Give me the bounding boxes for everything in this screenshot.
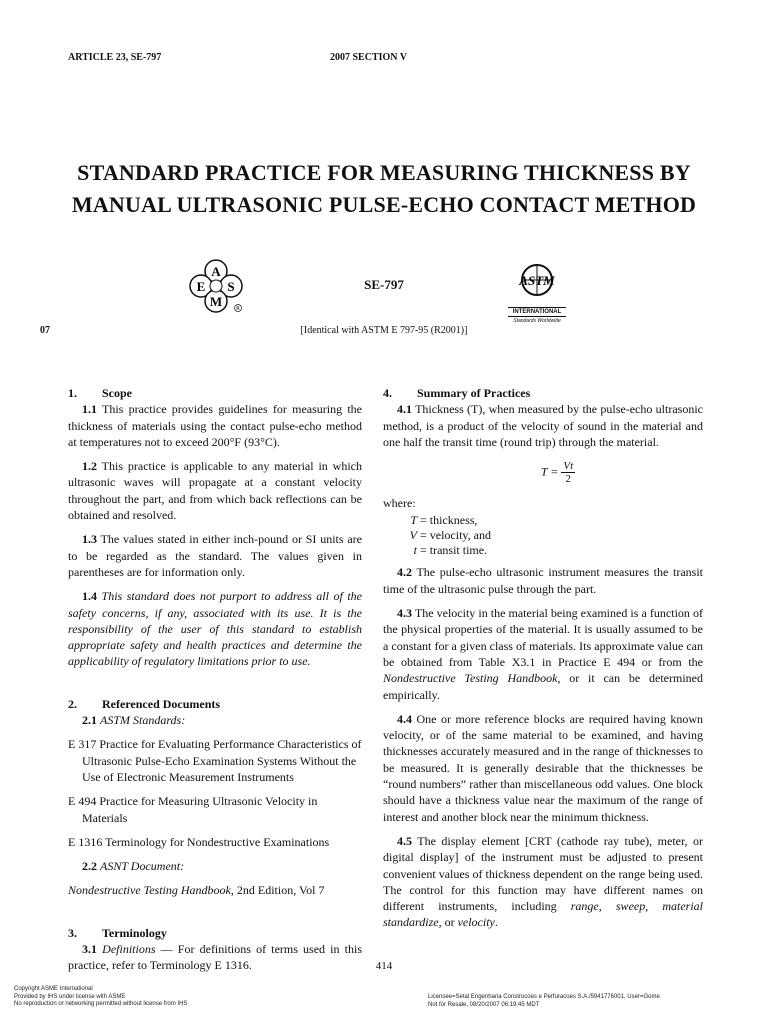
formula-numerator: Vt bbox=[563, 460, 574, 473]
svg-text:ASTM: ASTM bbox=[519, 273, 555, 288]
svg-text:R: R bbox=[236, 306, 240, 312]
section-2-heading: 2. Referenced Documents bbox=[68, 696, 221, 711]
variable-def-velocity: V = velocity, and bbox=[409, 528, 491, 543]
section-4-heading: 4. Summary of Practices bbox=[383, 386, 531, 400]
variable-definitions bbox=[403, 513, 703, 558]
asme-letter-a: A bbox=[211, 264, 221, 279]
astm-logo bbox=[508, 258, 566, 322]
formula-denominator: 2 bbox=[565, 473, 572, 486]
right-column bbox=[383, 385, 703, 931]
designation: SE-797 bbox=[364, 277, 404, 292]
para-4-4: 4.4 One or more reference blocks are required having known velocity, or of the same material to be examined, and having thicknesses accurately measured and in the range of thicknesses to be measured. It is generally desirable that the thicknesses be “round numbers” rather than miscellaneous odd values. One block should have a thickness value near the maximum of the range of interest and another block near the minimum thickness. bbox=[383, 711, 704, 824]
para-3-1: 3.1 Definitions — For definitions of terms used in this practice, refer to Terminology E 1316. bbox=[68, 942, 363, 973]
para-2-2: 2.2 ASNT Document: bbox=[82, 859, 185, 874]
thickness-formula bbox=[413, 460, 703, 485]
identical-with-note: [Identical with ASTM E 797-95 (R2001)] bbox=[300, 325, 468, 336]
running-header-left: ARTICLE 23, SE-797 bbox=[68, 52, 162, 63]
reference-item-e1316: E 1316 Terminology for Nondestructive Examinations bbox=[68, 834, 330, 849]
para-1-3: 1.3 The values stated in either inch-pound or SI units are to be regarded as the standard. The values given in parentheses are for information only. bbox=[68, 532, 362, 579]
reference-item-e317: E 317 Practice for Evaluating Performance Characteristics of Ultrasonic Pulse-Echo Examination Systems Without the Use of Electronic Measurement Instruments bbox=[68, 737, 362, 784]
para-4-5: 4.5 The display element [CRT (cathode ray tube), meter, or digital display] of the instrument must be adjusted to present convenient values of thickness dependent on the range being used. The control for this function may have different names on different instruments, including range, sweep, material standardize, or velocity. bbox=[383, 833, 704, 930]
reference-item-e494: E 494 Practice for Measuring Ultrasonic Velocity in Materials bbox=[68, 794, 318, 825]
astm-logo-band: INTERNATIONAL bbox=[508, 307, 566, 317]
astm-logo-tagline: Standards Worldwide bbox=[513, 318, 561, 324]
para-1-1: 1.1 This practice provides guidelines for measuring the thickness of materials using the contact pulse-echo method at temperatures not to exceed 200°F (93°C). bbox=[68, 402, 362, 449]
handbook-reference: Nondestructive Testing Handbook, 2nd Edition, Vol 7 bbox=[68, 883, 325, 898]
para-1-4: 1.4 This standard does not purport to address all of the safety concerns, if any, associated with its use. It is the responsibility of the user of this standard to establish appropriate safety and health practices and determine the applicability of regulatory limitations prior to use. bbox=[68, 589, 363, 669]
section-3-heading: 3. Terminology bbox=[68, 925, 167, 940]
document-title: STANDARD PRACTICE FOR MEASURING THICKNESS BY MANUAL ULTRASONIC PULSE-ECHO CONTACT METHOD bbox=[71, 160, 697, 217]
footer-copyright: Copyright ASME International bbox=[14, 986, 93, 992]
footer-reproduction: No reproduction or networking permitted without license from IHS bbox=[14, 1001, 188, 1007]
variable-def-thickness: T = thickness, bbox=[410, 513, 478, 528]
para-2-1: 2.1 ASTM Standards: bbox=[82, 713, 186, 728]
asme-letter-e: E bbox=[196, 279, 206, 294]
footer-licensee: Licensee=Setal Engenharia Construcoes e Perfuracoes S.A./5941776001, User=Gome bbox=[428, 994, 660, 1000]
revision-margin-number: 07 bbox=[40, 325, 50, 336]
footer-right bbox=[428, 994, 660, 1009]
variable-def-transit-time: t = transit time. bbox=[413, 543, 488, 558]
where-label: where: bbox=[383, 496, 416, 511]
para-4-3: 4.3 The velocity in the material being examined is a function of the physical properties of the material. It is usually assumed to be a constant for a given class of materials. Its approximate value can be obtained from Table X3.1 in Practice E 494 or from the Nondestructive Testing Handbook, or it can be determined empirically. bbox=[383, 606, 703, 702]
page-number: 414 bbox=[375, 960, 393, 972]
para-4-2: 4.2 The pulse-echo ultrasonic instrument measures the transit time of the ultrasonic pulse through the part. bbox=[383, 565, 703, 596]
left-column bbox=[68, 385, 362, 974]
para-1-2: 1.2 This practice is applicable to any material in which ultrasonic waves will propagate at a constant velocity throughout the part, and from which back reflections can be obtained and resolved. bbox=[68, 459, 362, 523]
footer-left bbox=[14, 986, 187, 1009]
footer-resale: Not for Resale, 08/20/2007 06:19:45 MDT bbox=[428, 1001, 540, 1008]
asme-letter-s: S bbox=[227, 279, 235, 294]
formula-fraction bbox=[561, 460, 575, 485]
asme-letter-m: M bbox=[209, 294, 223, 309]
formula-lhs: T = bbox=[540, 464, 559, 479]
footer-license: Provided by IHS under license with ASME bbox=[14, 993, 126, 1000]
para-4-1: 4.1 Thickness (T), when measured by the pulse-echo ultrasonic method, is a product of the velocity of sound in the material and one half the transit time (round trip) through the material. bbox=[383, 402, 703, 449]
section-1-heading: 1. Scope bbox=[68, 386, 132, 400]
running-header-center: 2007 SECTION V bbox=[330, 52, 408, 63]
